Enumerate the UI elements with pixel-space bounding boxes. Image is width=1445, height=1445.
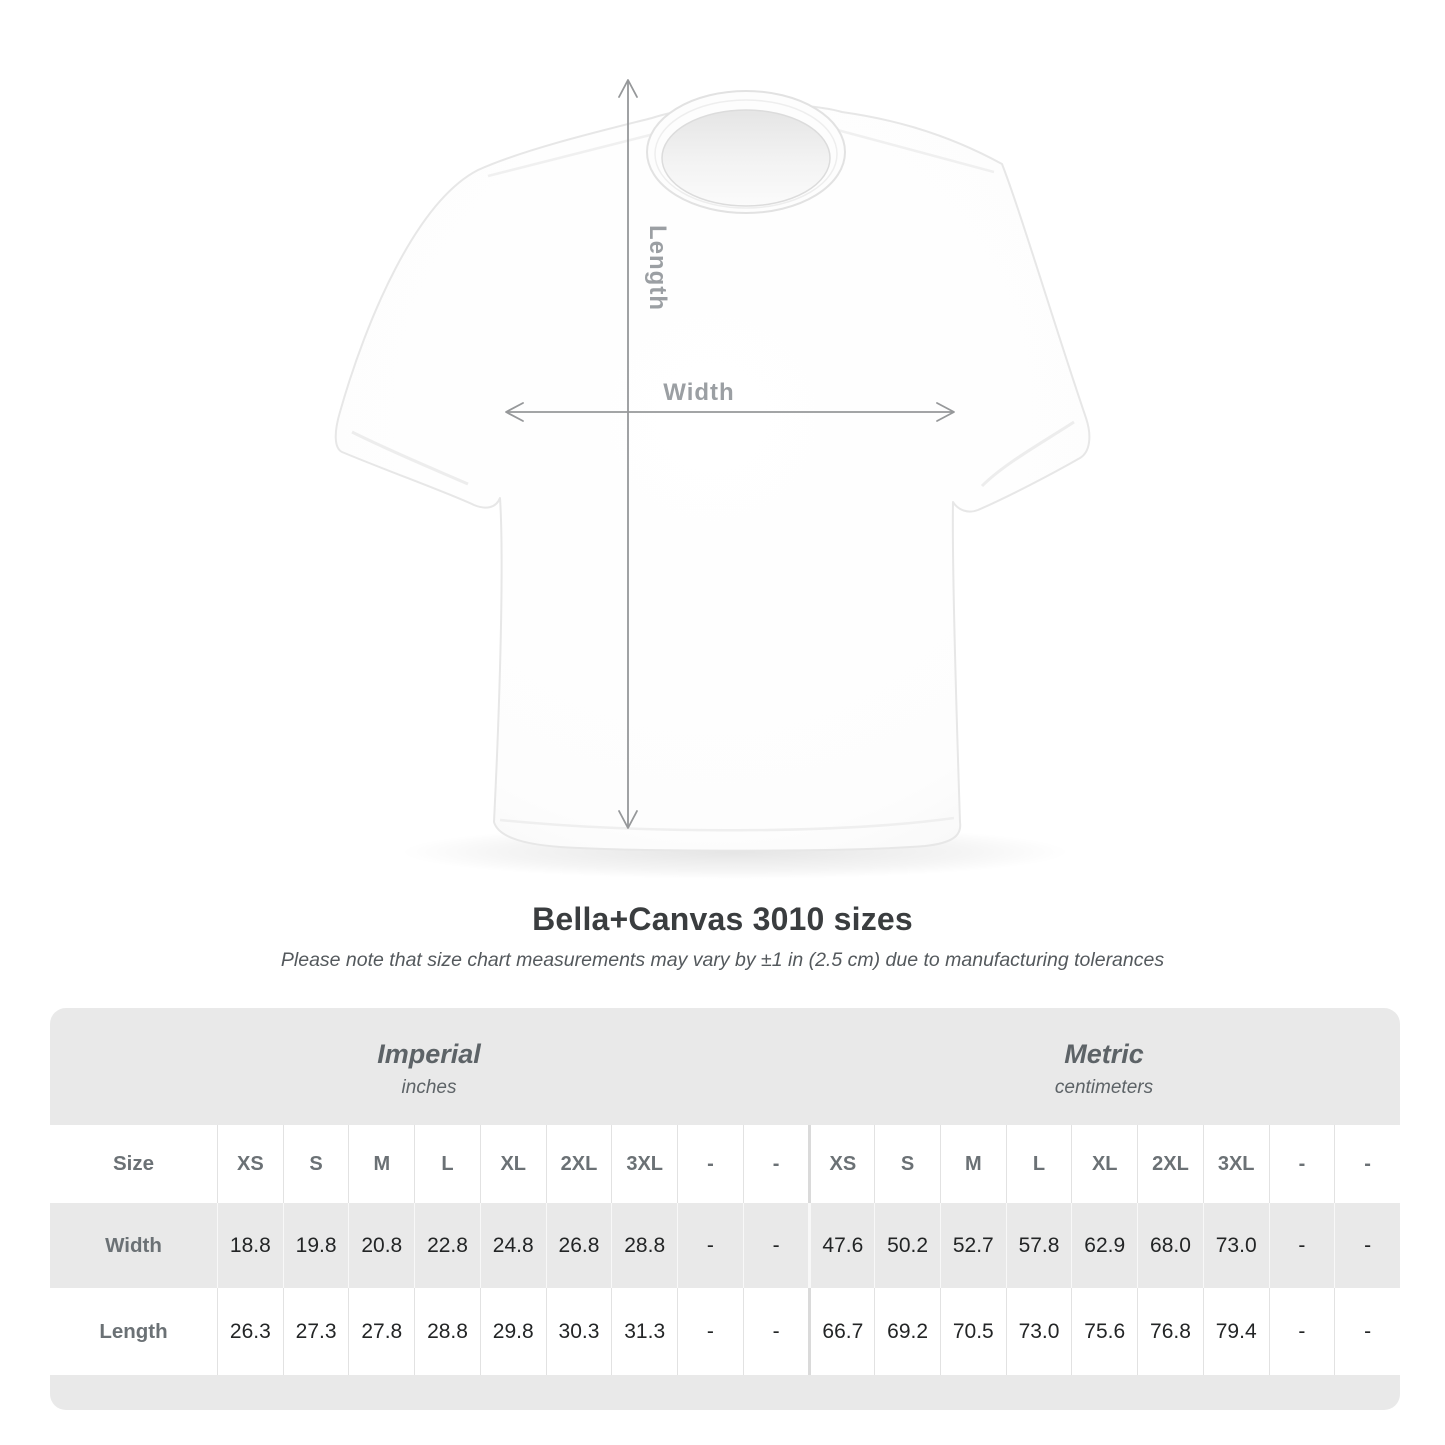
width-value-cell: - [1269,1203,1335,1288]
width-value-cell: 57.8 [1006,1203,1072,1288]
length-value-cell: 29.8 [480,1288,546,1375]
size-header-cell: XS [808,1125,874,1203]
length-value-cell: - [677,1288,743,1375]
length-value-cell: 28.8 [414,1288,480,1375]
length-value-cell: 79.4 [1203,1288,1269,1375]
width-value-cell: 24.8 [480,1203,546,1288]
size-header-cell: XS [217,1125,283,1203]
length-value-cell: 66.7 [808,1288,874,1375]
size-header-cell: XL [480,1125,546,1203]
length-value-cell: 26.3 [217,1288,283,1375]
size-header-cell: - [677,1125,743,1203]
length-value-cell: 70.5 [940,1288,1006,1375]
metric-header [808,1008,1400,1125]
width-value-cell: 52.7 [940,1203,1006,1288]
width-value-cell: 50.2 [874,1203,940,1288]
length-value-cell: - [743,1288,809,1375]
size-header-cell: 2XL [1137,1125,1203,1203]
size-header-cell: M [940,1125,1006,1203]
length-value-cell: 31.3 [611,1288,677,1375]
width-value-cell: 18.8 [217,1203,283,1288]
metric-unit: centimeters [1054,1076,1154,1098]
size-header-cell: L [414,1125,480,1203]
tolerance-note: Please note that size chart measurements may vary by ±1 in (2.5 cm) due to manufacturing tolerances [280,949,1165,971]
size-header-cell: 2XL [546,1125,612,1203]
length-value-cell: 27.8 [348,1288,414,1375]
size-header-cell: L [1006,1125,1072,1203]
length-value-cell: - [1334,1288,1400,1375]
width-row-label: Width [105,1233,162,1257]
size-header-cell: M [348,1125,414,1203]
heading-block [0,901,1445,972]
width-value-cell: 28.8 [611,1203,677,1288]
width-value-cell: 62.9 [1071,1203,1137,1288]
imperial-header [50,1008,808,1125]
table-footer-band [50,1375,1400,1410]
length-value-cell: 30.3 [546,1288,612,1375]
metric-title: Metric [1064,1038,1144,1069]
width-value-cell: 26.8 [546,1203,612,1288]
size-header-cell: S [283,1125,349,1203]
length-value-cell: 27.3 [283,1288,349,1375]
width-value-cell: - [743,1203,809,1288]
width-value-cell: 22.8 [414,1203,480,1288]
width-value-cell: - [677,1203,743,1288]
width-value-cell: 73.0 [1203,1203,1269,1288]
size-header-cell: S [874,1125,940,1203]
width-value-cell: 19.8 [283,1203,349,1288]
collar-opening [662,110,830,206]
length-value-cell: 69.2 [874,1288,940,1375]
size-header-cell: 3XL [611,1125,677,1203]
length-value-cell: - [1269,1288,1335,1375]
width-value-cell: 20.8 [348,1203,414,1288]
imperial-title: Imperial [377,1038,481,1069]
length-value-cell: 76.8 [1137,1288,1203,1375]
width-value-cell: 68.0 [1137,1203,1203,1288]
unit-header-band [50,1008,1400,1125]
size-header-cell: XL [1071,1125,1137,1203]
width-row [50,1203,1400,1288]
size-header-cell: 3XL [1203,1125,1269,1203]
size-header-cell: - [1334,1125,1400,1203]
size-table [50,1008,1400,1410]
width-value-cell: - [1334,1203,1400,1288]
tshirt-body [336,104,1090,850]
length-label: Length [644,225,671,311]
length-value-cell: 75.6 [1071,1288,1137,1375]
size-header-cell: - [1269,1125,1335,1203]
width-label: Width [663,379,735,406]
size-header-row [50,1125,1400,1203]
width-value-cell: 47.6 [808,1203,874,1288]
length-row [50,1288,1400,1375]
size-row-label: Size [112,1152,155,1175]
imperial-unit: inches [401,1076,457,1098]
length-row-label: Length [99,1319,168,1343]
size-header-cell: - [743,1125,809,1203]
page-title: Bella+Canvas 3010 sizes [532,901,913,937]
length-value-cell: 73.0 [1006,1288,1072,1375]
